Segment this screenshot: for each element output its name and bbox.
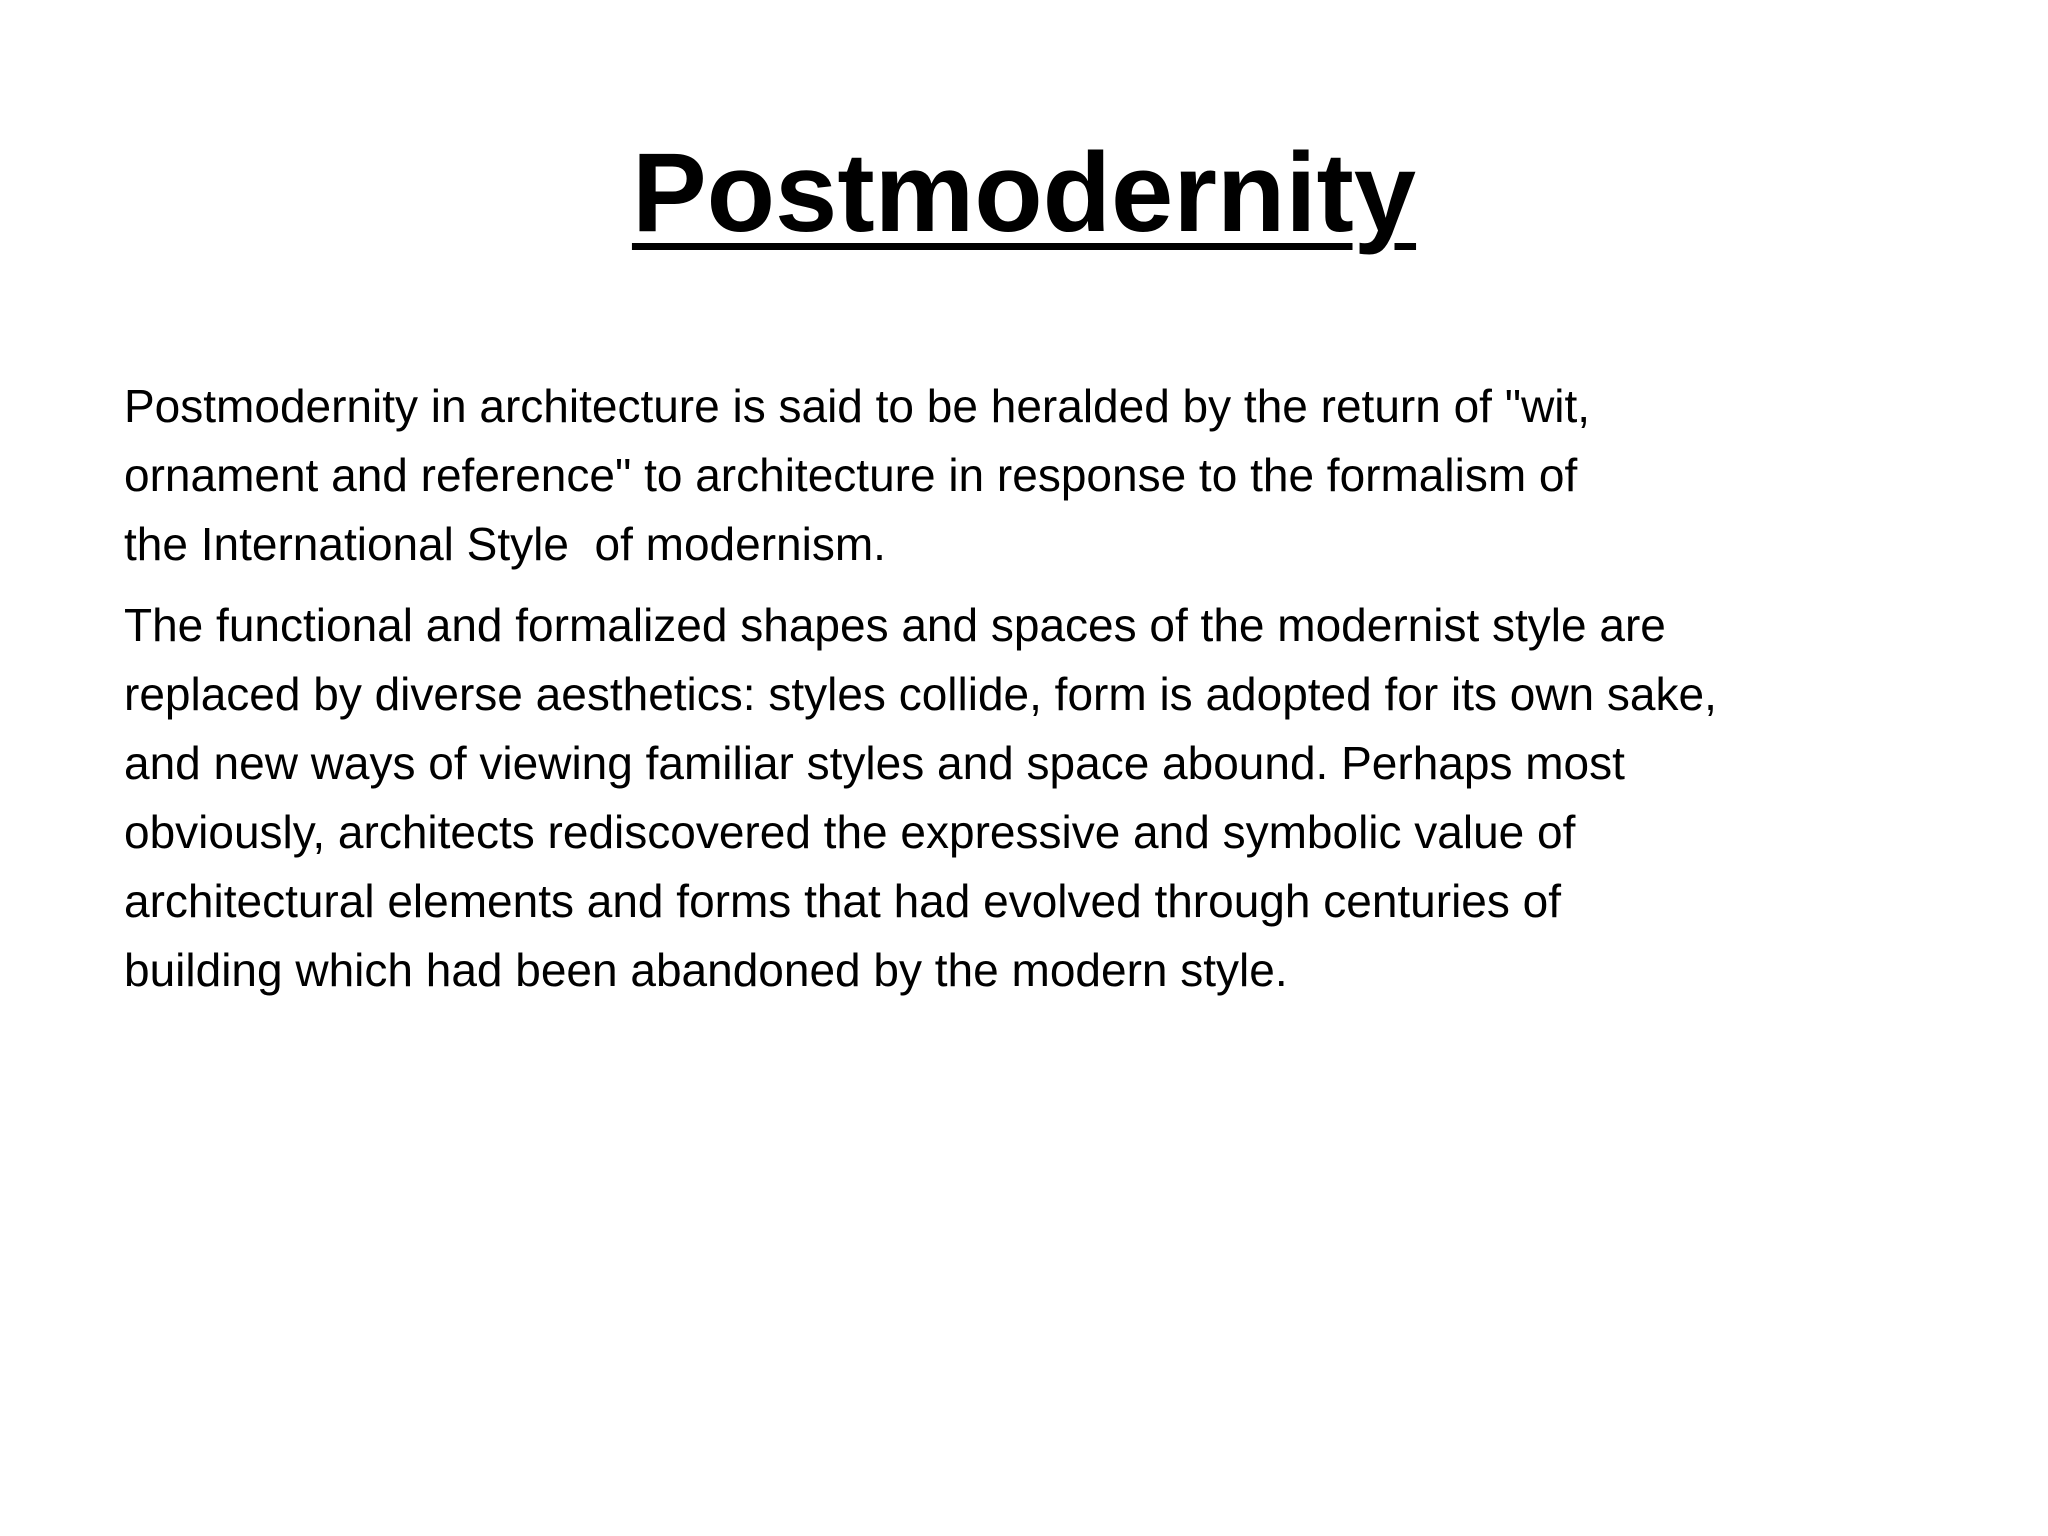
paragraph-intro [124,372,1984,579]
paragraph-line: building which had been abandoned by the modern style. [124,944,1288,996]
slide-body [124,372,1984,1017]
paragraph-line: Postmodernity in architecture is said to be heralded by the return of "wit, [124,380,1591,432]
slide-title: Postmodernity [631,130,1417,255]
paragraph-line: The functional and formalized shapes and spaces of the modernist style are [124,599,1666,651]
paragraph-line: the International Style of modernism. [124,518,886,570]
paragraph-line: and new ways of viewing familiar styles and space abound. Perhaps most [124,737,1625,789]
paragraph-details [124,591,1984,1005]
paragraph-line: replaced by diverse aesthetics: styles collide, form is adopted for its own sake, [124,668,1717,720]
paragraph-line: architectural elements and forms that had evolved through centuries of [124,875,1562,927]
paragraph-line: ornament and reference" to architecture in response to the formalism of [124,449,1578,501]
paragraph-line: obviously, architects rediscovered the expressive and symbolic value of [124,806,1576,858]
